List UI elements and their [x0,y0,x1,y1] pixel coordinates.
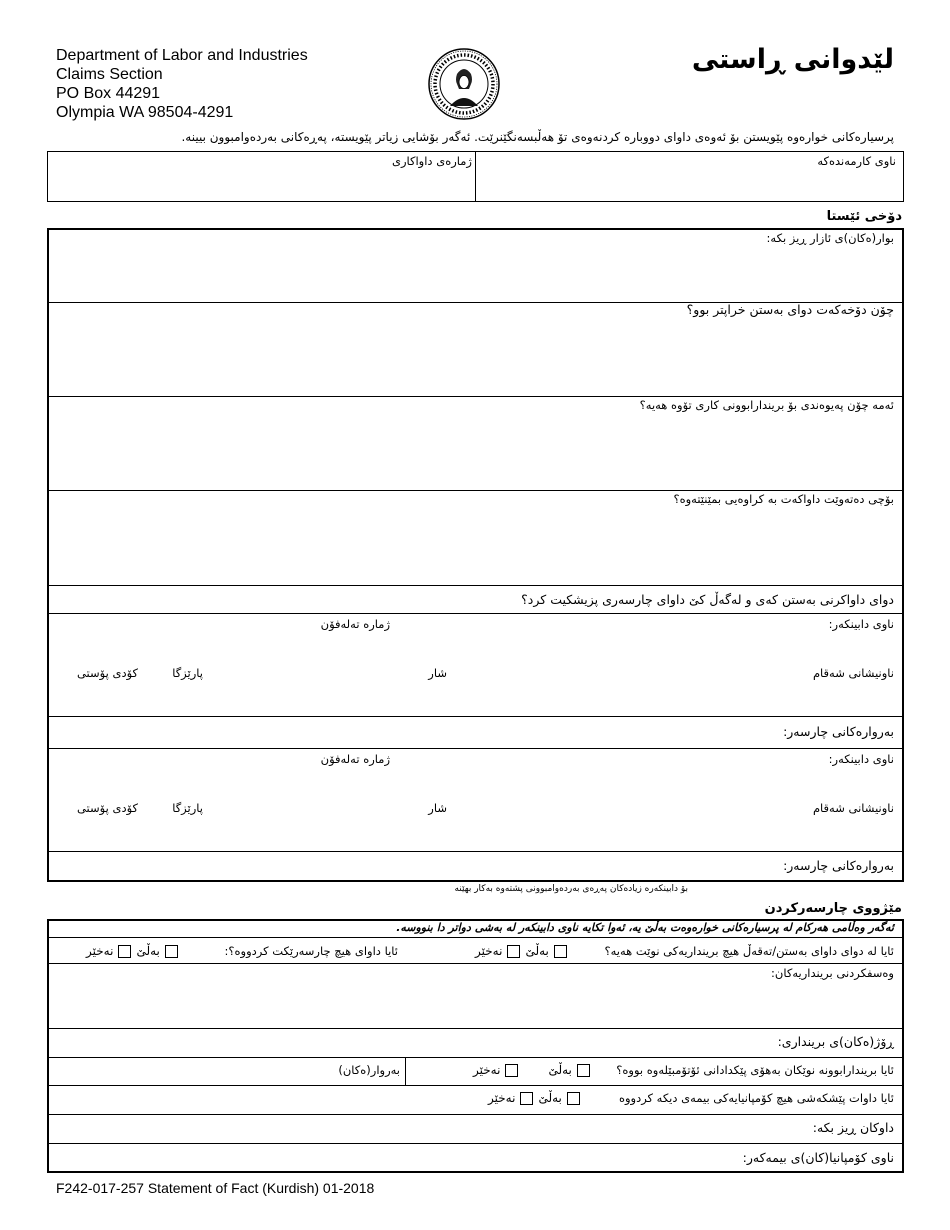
divider [48,1143,903,1144]
provider-phone-field[interactable]: ژمارە تەلەفۆن [320,752,390,766]
divider [48,937,903,938]
provider-name-field[interactable]: ناوی دابینکەر: [828,752,894,766]
no-label: نەخێر [475,944,503,958]
complaints-field[interactable]: بوار(ەکان)ی ئازار ڕیز بکە: [766,231,894,245]
address-line: PO Box 44291 [56,85,161,102]
auto-accident-question: ئایا بریندارابوونە نوێکان بەهۆی پێکدادانی ئۆتۆمبێلەوە بووە؟ [616,1063,894,1077]
continuation-note: بۆ دابینکەرە زیادەکان پەڕەی بەردەوامبوونی پشتەوە بەکار بهێنە [454,884,688,894]
divider [48,396,903,397]
condition-worse-field[interactable]: چۆن دۆخەکەت دوای بەستن خراپتر بوو؟ [686,302,894,317]
washington-state-seal-icon [428,48,500,120]
divider [48,851,903,852]
address-line: Olympia WA 98504-4291 [56,104,234,121]
other-insurance-question: ئایا داوات پێشکەشی هیچ کۆمپانیایەکی بیمەی دیکە کردووە [618,1091,894,1105]
yes-checkbox[interactable] [554,945,567,958]
divider [48,1028,903,1029]
no-label: نەخێر [488,1091,516,1105]
claim-number-field[interactable]: ژمارەی داواکاری [391,154,472,168]
medical-treatment-question: دوای داواکرنی بەستن کەی و لەگەڵ کێ داوای چارسەری پزیشکیت کرد؟ [521,592,894,607]
divider [48,748,903,749]
no-checkbox[interactable] [505,1064,518,1077]
auto-dates-field[interactable]: بەروار(ەکان) [338,1063,400,1077]
divider [48,1057,903,1058]
intro-text: پرسیارەکانی خوارەوە پێویستن بۆ ئەوەی داوای دووبارە کردنەوەی تۆ هەڵبسەنگێنرێت. ئەگەر بۆشایی زیاتر پێویستە، پەڕەکانی بەردەوامبوون بیینە. [181,130,894,144]
zip-code-field[interactable]: کۆدی پۆستی [76,666,138,680]
street-address-field[interactable]: ناونیشانی شەقام [812,666,894,680]
section-heading-current-condition: دۆخی ئێستا [826,209,902,224]
yes-label: بەڵێ [525,944,549,958]
worker-name-field[interactable]: ناوی کارمەندەکە [817,154,896,168]
treatment-dates-field[interactable]: بەروارەکانی چارسەر: [783,858,894,873]
address-line: Claims Section [56,66,163,83]
other-insurance-options [488,1091,580,1105]
street-address-field[interactable]: ناونیشانی شەقام [812,801,894,815]
auto-accident-options [473,1063,590,1077]
divider [405,1057,406,1085]
yes-label: بەڵێ [548,1063,572,1077]
no-checkbox[interactable] [507,945,520,958]
divider [48,963,903,964]
current-condition-box [47,228,904,882]
any-treatment-options [86,944,178,958]
form-id: F242-017-257 Statement of Fact (Kurdish) 01-2018 [56,1180,375,1196]
describe-injuries-field[interactable]: وەسفکردنی برینداریەکان: [771,966,894,980]
divider [48,613,903,614]
injury-dates-field[interactable]: ڕۆژ(ەکان)ی برینداری: [777,1034,894,1049]
address-line: Department of Labor and Industries [56,47,308,64]
section-heading-treatment-history: مێژووی چارسەرکردن [764,901,902,916]
yes-checkbox[interactable] [567,1092,580,1105]
provider-name-field[interactable]: ناوی دابینکەر: [828,617,894,631]
new-injury-options [475,944,567,958]
no-checkbox[interactable] [118,945,131,958]
yes-label: بەڵێ [538,1091,562,1105]
divider [475,151,476,202]
divider [48,490,903,491]
any-treatment-question: ئایا داوای هیچ چارسەرێکت کردووە؟: [224,944,398,958]
state-field[interactable]: پارێزگا [172,801,203,815]
insurer-names-field[interactable]: ناوی کۆمپانیا(کان)ی بیمەکەر: [742,1150,894,1165]
no-label: نەخێر [86,944,114,958]
new-injury-question: ئایا لە دوای داوای بەستن/تەقەڵ هیچ برینداریەکی نوێت هەیە؟ [604,944,894,958]
yes-checkbox[interactable] [165,945,178,958]
no-checkbox[interactable] [520,1092,533,1105]
injury-relation-field[interactable]: ئەمە چۆن پەیوەندی بۆ بریندارابوونی کاری تۆوە هەیە؟ [639,398,894,412]
divider [48,716,903,717]
city-field[interactable]: شار [428,801,447,815]
divider [48,1114,903,1115]
city-field[interactable]: شار [428,666,447,680]
yes-checkbox[interactable] [577,1064,590,1077]
page-title: لێدوانی ڕاستی [691,44,894,75]
no-label: نەخێر [473,1063,501,1077]
zip-code-field[interactable]: کۆدی پۆستی [76,801,138,815]
yes-label: بەڵێ [136,944,160,958]
reopen-reason-field[interactable]: بۆچی دەتەوێت داواکەت بە کراوەیی بمێنێتەوە؟ [673,492,894,506]
state-field[interactable]: پارێزگا [172,666,203,680]
divider [48,585,903,586]
agency-address [56,46,308,122]
provider-phone-field[interactable]: ژمارە تەلەفۆن [320,617,390,631]
treatment-instruction: ئەگەر وەڵامی هەرکام لە پرسیارەکانی خوارەوەت بەڵێ یە، ئەوا تکایە ناوی دابینکەر لە بەشی دواتر دا بنووسە. [396,921,894,934]
list-claims-field[interactable]: داوکان ڕیز بکە: [812,1120,894,1135]
treatment-dates-field[interactable]: بەروارەکانی چارسەر: [783,724,894,739]
divider [48,1085,903,1086]
